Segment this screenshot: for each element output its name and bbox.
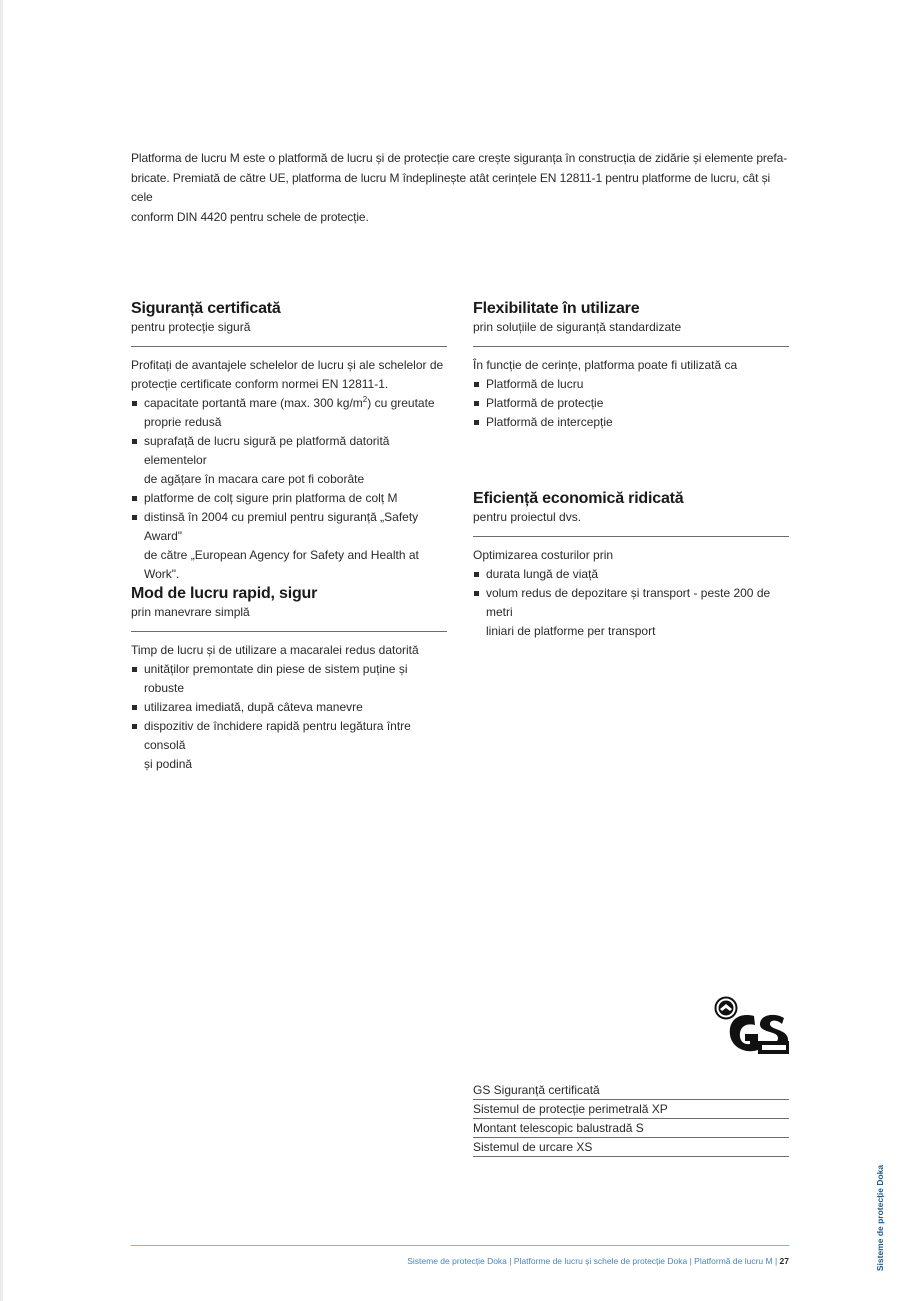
section-efficiency: [473, 489, 789, 641]
bullet-text: suprafață de lucru sigură pe platformă datorită elementelor: [144, 434, 390, 467]
section-title: Siguranță certificată: [131, 300, 281, 317]
list-item: [131, 394, 447, 432]
bullet-text: liniari de platforme per transport: [486, 624, 656, 638]
list-item: Platformă de intercepție: [473, 413, 789, 432]
list-item: platforme de colț sigure prin platforma de colț M: [131, 489, 447, 508]
divider: [473, 346, 789, 347]
legend-row: GS Siguranță certificată: [473, 1081, 789, 1100]
side-tab: [870, 1153, 890, 1283]
bullet-list: [131, 660, 447, 774]
section-lead: Timp de lucru și de utilizare a macaralei redus datorită: [131, 643, 419, 657]
page-number: 27: [779, 1256, 789, 1266]
bullet-list: [473, 375, 789, 432]
bullet-text: dispozitiv de închidere rapidă pentru legătura între consolă: [144, 719, 411, 752]
section-flexibility: [473, 299, 789, 432]
list-item: durata lungă de viață: [473, 565, 789, 584]
gs-mark-icon: [714, 996, 790, 1058]
list-item: [131, 717, 447, 774]
bullet-text: ) cu greutate: [367, 396, 435, 410]
side-tab-label: Sisteme de protecție Doka: [875, 1164, 885, 1272]
list-item: [131, 432, 447, 489]
legend-row: Montant telescopic balustradă S: [473, 1119, 789, 1138]
section-title: Eficiență economică ridicată: [473, 490, 684, 507]
footer-divider: [131, 1245, 789, 1246]
list-item: [131, 508, 447, 584]
footer: [407, 1256, 789, 1266]
bullet-text: proprie redusă: [144, 415, 222, 429]
section-title: Mod de lucru rapid, sigur: [131, 585, 318, 602]
list-item: Platformă de protecție: [473, 394, 789, 413]
bullet-text: și podină: [144, 757, 193, 771]
bullet-text: de către „European Agency for Safety and Health at Work".: [144, 548, 419, 581]
section-title: Flexibilitate în utilizare: [473, 300, 640, 317]
bullet-text: distinsă în 2004 cu premiul pentru siguranță „Safety Award": [144, 510, 419, 543]
legend-row: Sistemul de urcare XS: [473, 1138, 789, 1157]
section-lead: [131, 356, 447, 394]
bullet-text: capacitate portantă mare (max. 300 kg/m: [144, 396, 363, 410]
footer-breadcrumb: Sisteme de protecție Doka | Platforme de lucru și schele de protecție Doka | Platformă de lucru M |: [407, 1256, 778, 1266]
superscript: 2: [362, 395, 368, 404]
divider: [473, 536, 789, 537]
list-item: Platformă de lucru: [473, 375, 789, 394]
intro-line: conform DIN 4420 pentru schele de protecție.: [131, 209, 369, 224]
section-lead: Optimizarea costurilor prin: [473, 548, 614, 562]
lead-line: Profitați de avantajele schelelor de lucru și ale schelelor de: [131, 358, 444, 372]
gs-certification-logo: [714, 996, 790, 1058]
intro-paragraph: [131, 149, 791, 227]
section-fast-work: [131, 584, 447, 774]
list-item: utilizarea imediată, după câteva manevre: [131, 698, 447, 717]
intro-line: bricate. Premiată de către UE, platforma de lucru M îndeplinește atât cerințele EN 12811-1 pentru platforme de lucru, cât și cele: [131, 170, 771, 204]
page-edge: [0, 0, 3, 1301]
list-item: unităților premontate din piese de sistem puține și robuste: [131, 660, 447, 698]
legend-list: [473, 1081, 789, 1157]
section-subtitle: prin manevrare simplă: [131, 605, 250, 619]
bullet-text: de agățare în macara care pot fi coborâte: [144, 472, 365, 486]
bullet-list: [131, 394, 447, 584]
list-item: [473, 584, 789, 641]
section-lead: În funcție de cerințe, platforma poate fi utilizată ca: [473, 358, 738, 372]
section-subtitle: pentru proiectul dvs.: [473, 510, 582, 524]
section-subtitle: prin soluțiile de siguranță standardizate: [473, 320, 682, 334]
bullet-list: [473, 565, 789, 641]
section-subtitle: pentru protecție sigură: [131, 320, 251, 334]
legend-row: Sistemul de protecție perimetrală XP: [473, 1100, 789, 1119]
intro-line: Platforma de lucru M este o platformă de lucru și de protecție care crește siguranța în construcția de zidărie și elemente prefa-: [131, 151, 788, 165]
lead-line: protecție certificate conform normei EN 12811-1.: [131, 377, 389, 391]
bullet-text: volum redus de depozitare și transport - peste 200 de metri: [486, 586, 771, 619]
divider: [131, 631, 447, 632]
divider: [131, 346, 447, 347]
section-certified-safety: [131, 299, 447, 584]
